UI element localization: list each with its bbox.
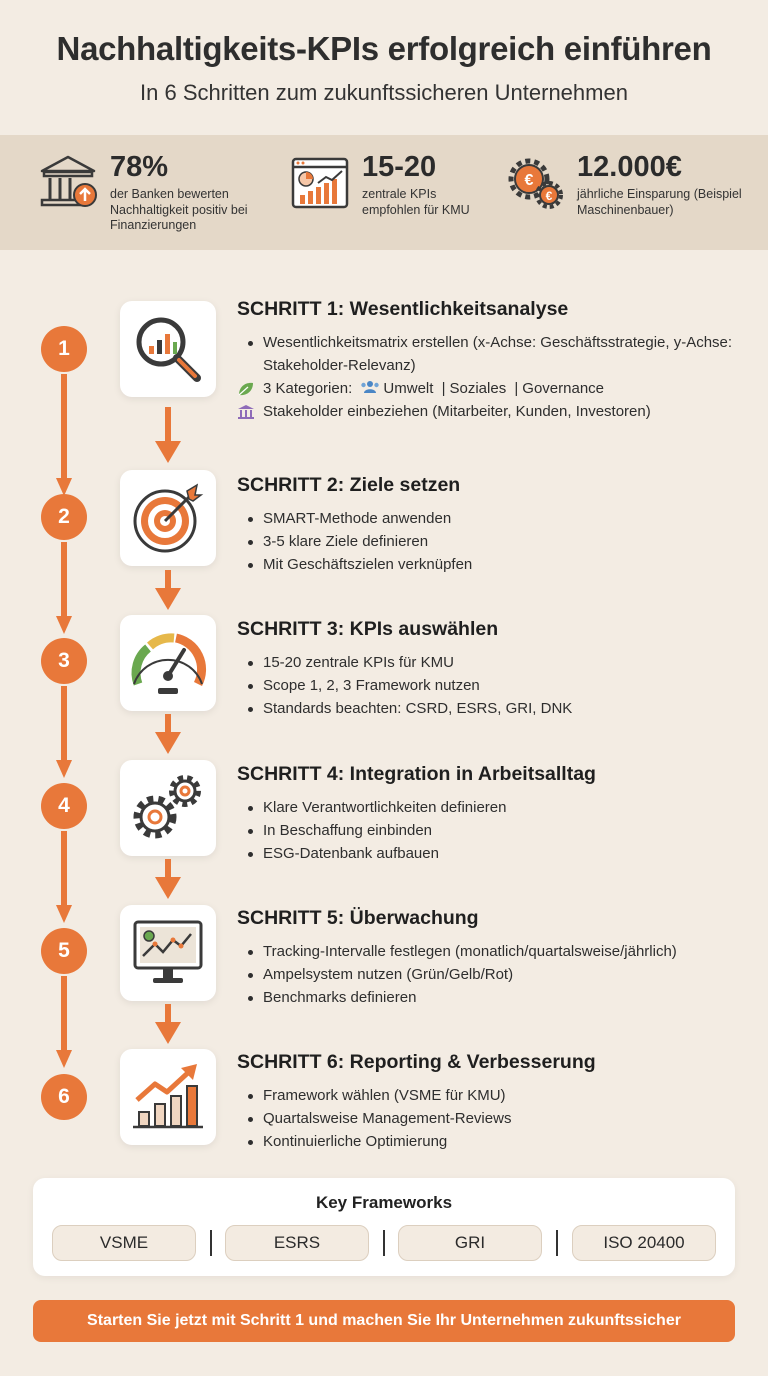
step-list — [237, 1084, 747, 1153]
down-arrow — [155, 1004, 181, 1046]
svg-text:€: € — [545, 189, 553, 203]
list-item: Wesentlichkeitsmatrix erstellen (x-Achse: Geschäftsstrategie, y-Achse: Stakeholder-Relevanz) — [237, 331, 747, 377]
stat-kpis — [290, 153, 492, 218]
magnifier-chart-icon — [131, 312, 205, 386]
step-title: SCHRITT 4: Integration in Arbeitsalltag — [237, 763, 596, 785]
down-arrow — [155, 859, 181, 901]
rail-arrow — [56, 374, 72, 500]
step-3 — [237, 618, 747, 720]
down-arrow — [155, 407, 181, 465]
step-3-icon-card — [120, 615, 216, 711]
rail-arrow — [56, 831, 72, 927]
list-item: SMART-Methode anwenden — [237, 507, 747, 530]
step-6 — [237, 1051, 747, 1153]
rail-arrow — [56, 686, 72, 782]
step-list — [237, 940, 747, 1009]
leaf-icon — [237, 381, 255, 397]
header — [0, 30, 768, 106]
stat-value: 12.000€ — [577, 151, 682, 183]
list-item: Benchmarks definieren — [237, 986, 747, 1009]
list-item: 15-20 zentrale KPIs für KMU — [237, 651, 747, 674]
rail-arrow — [56, 976, 72, 1072]
step-number-5: 5 — [41, 928, 87, 974]
category-umwelt: Umwelt — [383, 380, 434, 397]
step-2 — [237, 474, 747, 576]
list-item: Standards beachten: CSRD, ESRS, GRI, DNK — [237, 697, 747, 720]
step-6-icon-card — [120, 1049, 216, 1145]
step-2-icon-card — [120, 470, 216, 566]
monitor-chart-icon — [129, 916, 207, 990]
step-4-icon-card — [120, 760, 216, 856]
growth-chart-icon — [129, 1060, 207, 1134]
list-item: 3 Kategorien: Umwelt | Soziales | Governance — [237, 377, 747, 400]
framework-pill-esrs[interactable]: ESRS — [225, 1225, 369, 1261]
institution-icon — [237, 404, 255, 420]
divider — [210, 1230, 212, 1256]
step-title: SCHRITT 3: KPIs auswählen — [237, 618, 499, 640]
people-icon — [360, 380, 380, 394]
category-governance: Governance — [522, 380, 604, 397]
step-number-4: 4 — [41, 783, 87, 829]
list-item: Tracking-Intervalle festlegen (monatlich/quartalsweise/jährlich) — [237, 940, 747, 963]
step-title: SCHRITT 2: Ziele setzen — [237, 474, 461, 496]
step-4 — [237, 763, 747, 865]
framework-pill-iso-20400[interactable]: ISO 20400 — [572, 1225, 716, 1261]
step-number-6: 6 — [41, 1074, 87, 1120]
step-number-3: 3 — [41, 638, 87, 684]
step-5 — [237, 907, 747, 1009]
list-item: Ampelsystem nutzen (Grün/Gelb/Rot) — [237, 963, 747, 986]
list-item: Stakeholder einbeziehen (Mitarbeiter, Kunden, Investoren) — [237, 400, 747, 423]
frameworks-card — [33, 1178, 735, 1276]
stat-value: 78% — [110, 151, 169, 183]
bank-icon — [38, 153, 98, 213]
step-number-2: 2 — [41, 494, 87, 540]
euro-gears-icon — [505, 153, 565, 213]
framework-pill-gri[interactable]: GRI — [398, 1225, 542, 1261]
list-item: Quartalsweise Management-Reviews — [237, 1107, 747, 1130]
step-title: SCHRITT 1: Wesentlichkeitsanalyse — [237, 298, 569, 320]
step-list — [237, 651, 747, 720]
step-1 — [237, 298, 747, 423]
page-title: Nachhaltigkeits-KPIs erfolgreich einführen — [56, 30, 712, 67]
step-list — [237, 796, 747, 865]
rail-arrow — [56, 542, 72, 638]
stat-value: 15-20 — [362, 151, 437, 183]
stat-banks — [38, 153, 280, 234]
down-arrow — [155, 714, 181, 756]
svg-text:€: € — [524, 172, 534, 189]
frameworks-title: Key Frameworks — [315, 1193, 453, 1212]
dashboard-chart-icon — [290, 153, 350, 213]
stat-savings — [505, 153, 747, 218]
step-5-icon-card — [120, 905, 216, 1001]
step-1-icon-card — [120, 301, 216, 397]
framework-pill-vsme[interactable]: VSME — [52, 1225, 196, 1261]
list-item: Scope 1, 2, 3 Framework nutzen — [237, 674, 747, 697]
list-item: ESG-Datenbank aufbauen — [237, 842, 747, 865]
step-number-1: 1 — [41, 326, 87, 372]
list-item: Framework wählen (VSME für KMU) — [237, 1084, 747, 1107]
step-title: SCHRITT 5: Überwachung — [237, 907, 479, 929]
step-list — [237, 331, 747, 423]
stat-desc: zentrale KPIs empfohlen für KMU — [362, 187, 470, 217]
step-title: SCHRITT 6: Reporting & Verbesserung — [237, 1051, 596, 1073]
list-item: Kontinuierliche Optimierung — [237, 1130, 747, 1153]
gears-icon — [129, 771, 207, 845]
page-subtitle: In 6 Schritten zum zukunftssicheren Unternehmen — [140, 80, 628, 105]
divider — [556, 1230, 558, 1256]
category-soziales: Soziales — [449, 380, 507, 397]
divider — [383, 1230, 385, 1256]
stats-band — [0, 135, 768, 250]
stat-desc: der Banken bewerten Nachhaltigkeit positiv bei Finanzierungen — [110, 187, 248, 233]
list-item: 3-5 klare Ziele definieren — [237, 530, 747, 553]
target-icon — [131, 481, 205, 555]
list-item: Mit Geschäftszielen verknüpfen — [237, 553, 747, 576]
stat-desc: jährliche Einsparung (Beispiel Maschinenbauer) — [577, 187, 742, 217]
cta-banner[interactable]: Starten Sie jetzt mit Schritt 1 und machen Sie Ihr Unternehmen zukunftssicher — [33, 1300, 735, 1342]
down-arrow — [155, 570, 181, 612]
gauge-icon — [128, 626, 208, 700]
list-item: Klare Verantwortlichkeiten definieren — [237, 796, 747, 819]
step-list — [237, 507, 747, 576]
list-item: In Beschaffung einbinden — [237, 819, 747, 842]
